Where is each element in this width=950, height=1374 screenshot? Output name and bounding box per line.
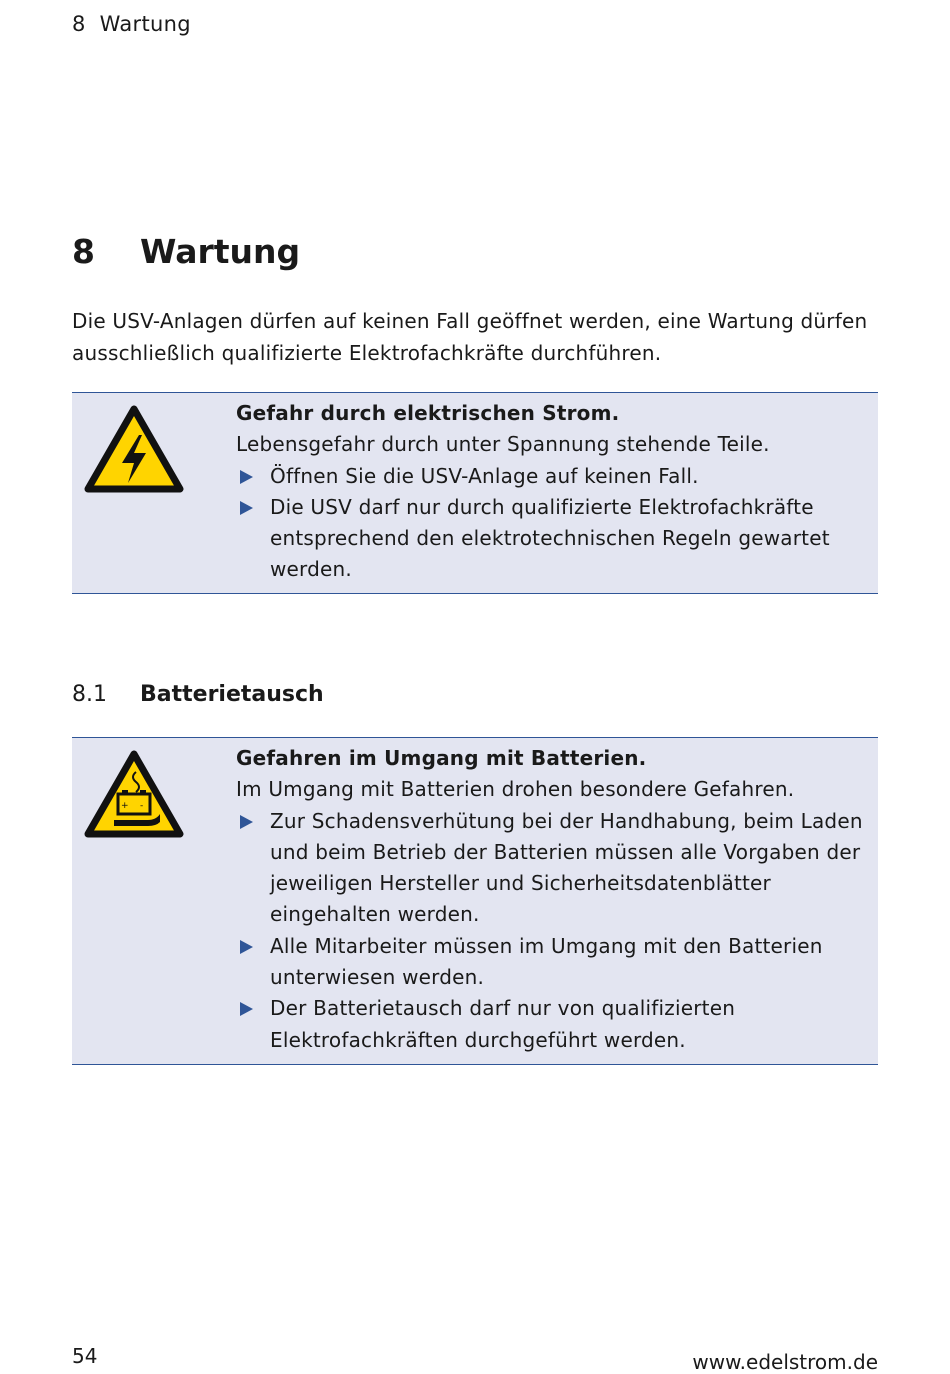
list-item-text: Alle Mitarbeiter müssen im Umgang mit den Batterien unterwiesen werden. [270,933,823,990]
battery-warning-text [236,743,866,1056]
electric-warning-text [236,398,866,586]
warning-subtitle: Lebensgefahr durch unter Spannung stehende Teile. [236,432,770,457]
running-header-number: 8 [72,12,86,36]
warning-list [236,806,866,1056]
list-item [236,492,866,586]
section-heading [72,682,324,707]
list-item-text: Der Batterietausch darf nur von qualifizierten Elektrofachkräften durchgeführt werden. [270,996,736,1052]
bullet-arrow-icon [240,501,253,515]
website-link[interactable]: www.edelstrom.de [692,1350,878,1374]
running-header-title: Wartung [99,12,191,36]
battery-warning-box [72,737,878,1065]
page-number: 54 [72,1344,98,1368]
section-title: Batterietausch [140,682,324,707]
warning-subtitle: Im Umgang mit Batterien drohen besondere Gefahren. [236,777,795,802]
bullet-arrow-icon [240,1002,253,1016]
warning-title: Gefahren im Umgang mit Batterien. [236,746,647,770]
list-item-text: Die USV darf nur durch qualifizierte Elektrofachkräfte entsprechend den elektrotechnischen Regeln gewartet werden. [270,494,830,582]
chapter-number: 8 [72,232,95,271]
list-item [236,461,866,492]
electric-warning-box [72,392,878,594]
section-number: 8.1 [72,682,107,707]
list-item [236,931,866,994]
bullet-arrow-icon [240,815,253,829]
list-item [236,993,866,1056]
list-item-text: Öffnen Sie die USV-Anlage auf keinen Fall. [270,463,699,488]
chapter-title: Wartung [140,232,301,271]
list-item [236,806,866,931]
list-item-text: Zur Schadensverhütung bei der Handhabung, beim Laden und beim Betrieb der Batterien müssen alle Vorgaben der jeweiligen Hersteller und Sicherheitsdatenblätter eingehalten werden. [270,808,863,927]
svg-text:+: + [121,801,129,811]
warning-title: Gefahr durch elektrischen Strom. [236,401,620,425]
running-header [72,12,191,36]
intro-paragraph: Die USV-Anlagen dürfen auf keinen Fall geöffnet werden, eine Wartung dürfen ausschließlich qualifizierte Elektrofachkräfte durchführen. [72,309,868,365]
electric-hazard-icon [84,405,184,495]
chapter-heading [72,232,300,271]
svg-text:-: - [140,801,144,811]
bullet-arrow-icon [240,940,253,954]
warning-list [236,461,866,586]
battery-hazard-icon [84,750,184,840]
bullet-arrow-icon [240,470,253,484]
